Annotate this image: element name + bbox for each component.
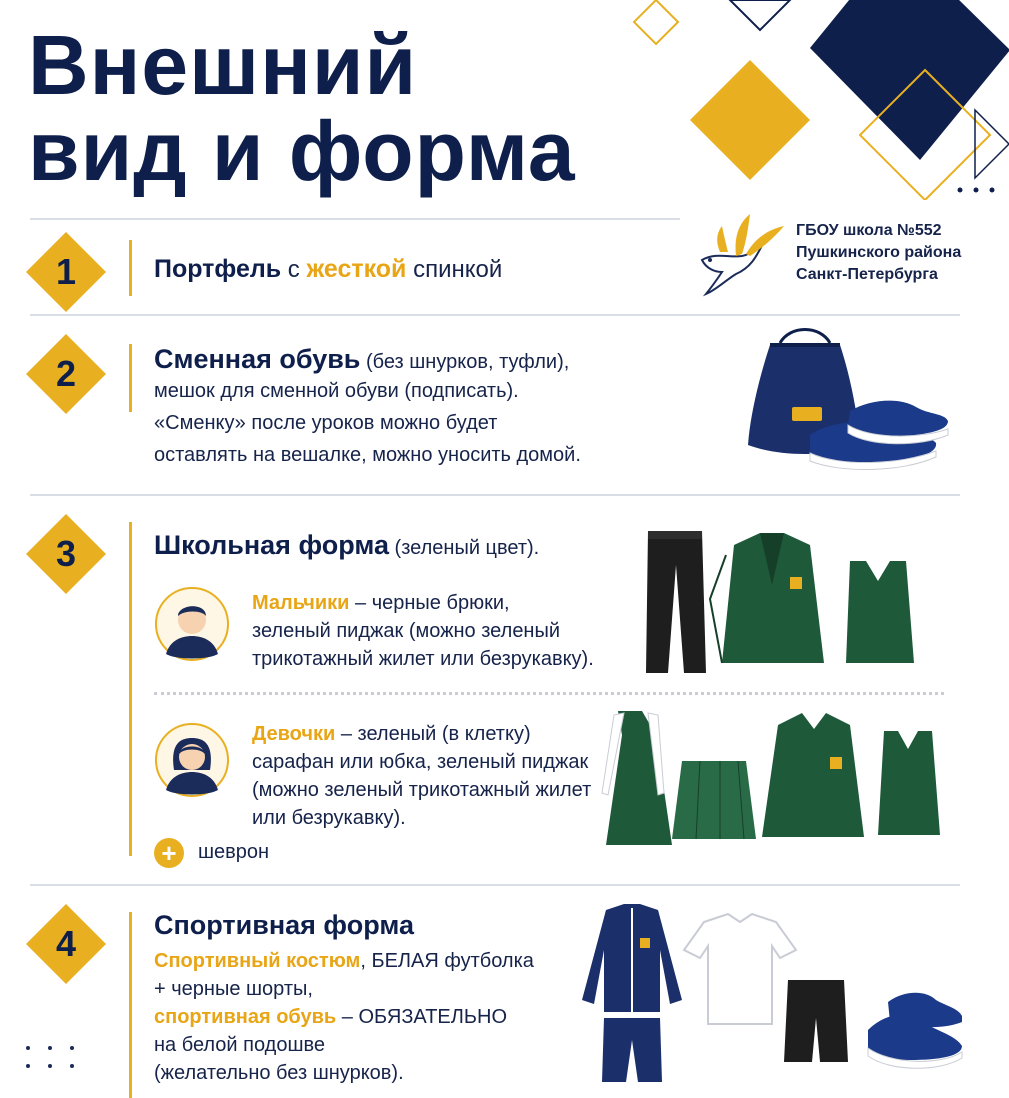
item-4-line-3-gold: спортивная обувь <box>154 1006 337 1028</box>
item-2-line: «Сменку» после уроков можно будет <box>154 412 498 434</box>
dot <box>26 1064 30 1068</box>
item-2-note: (без шнурков, туфли), <box>360 351 570 373</box>
shoe-bag-illustration <box>740 325 950 485</box>
title-line-1: Внешний <box>28 18 418 112</box>
chevron-label: шеврон <box>198 841 270 863</box>
school-name-line-3: Санкт-Петербурга <box>796 266 938 283</box>
item-3-note: (зеленый цвет). <box>388 537 540 559</box>
girls-uniform-illustration <box>600 705 950 850</box>
divider <box>30 494 960 496</box>
item-1-highlight: жесткой <box>306 255 407 283</box>
item-1-text <box>154 255 502 284</box>
girls-label: Девочки <box>252 723 336 745</box>
divider <box>30 314 960 316</box>
number-4: 4 <box>55 923 77 964</box>
boys-line-1: – черные брюки, <box>349 592 510 614</box>
item-2-line: мешок для сменной обуви (подписать). <box>154 380 519 402</box>
boys-label: Мальчики <box>252 592 350 614</box>
girls-line-4: или безрукавку). <box>252 807 406 829</box>
item-2-line: оставлять на вешалке, можно уносить домой. <box>154 444 581 466</box>
girls-text <box>252 720 622 832</box>
boys-text <box>252 589 622 673</box>
dove-logo-icon <box>696 208 792 298</box>
decorative-dots <box>26 1046 74 1068</box>
page-title <box>28 18 576 198</box>
dot <box>48 1046 52 1050</box>
number-3: 3 <box>55 533 77 574</box>
accent-line <box>129 344 132 412</box>
item-2-bold: Сменная обувь <box>154 344 361 374</box>
item-2-text <box>154 344 714 471</box>
item-4-text <box>154 910 574 1087</box>
girls-line-3: (можно зеленый трикотажный жилет <box>252 779 592 801</box>
dot <box>70 1046 74 1050</box>
number-badge-3 <box>26 514 106 594</box>
item-1-bold: Портфель <box>154 255 282 283</box>
dot <box>48 1064 52 1068</box>
item-4-line-1-gold: Спортивный костюм <box>154 950 361 972</box>
item-3-heading <box>154 530 539 561</box>
item-3-bold: Школьная форма <box>154 530 389 560</box>
plus-icon: + <box>154 838 184 868</box>
divider <box>30 884 960 886</box>
number-1: 1 <box>55 251 77 292</box>
school-name-line-2: Пушкинского района <box>796 244 962 261</box>
item-4-line-1-rest: , БЕЛАЯ футболка <box>360 950 534 972</box>
divider <box>30 218 680 220</box>
item-1-tail: спинкой <box>406 256 503 283</box>
dot <box>26 1046 30 1050</box>
item-4-bold: Спортивная форма <box>154 910 414 940</box>
boys-line-2: зеленый пиджак (можно зеленый <box>252 620 561 642</box>
title-line-2: вид и форма <box>28 104 576 198</box>
accent-line <box>129 240 132 296</box>
item-4-line-2: + черные шорты, <box>154 978 313 1000</box>
boy-avatar-icon <box>154 586 230 662</box>
section-divider <box>154 692 944 695</box>
school-name-line-1: ГБОУ школа №552 <box>796 222 942 239</box>
item-4-line-4: на белой подошве <box>154 1034 326 1056</box>
girls-line-2: сарафан или юбка, зеленый пиджак <box>252 751 589 773</box>
sports-uniform-illustration <box>570 900 970 1085</box>
accent-line <box>129 522 132 856</box>
decorative-diamonds <box>620 0 1009 200</box>
school-logo-block <box>696 208 996 298</box>
item-4-line-3-rest: – ОБЯЗАТЕЛЬНО <box>336 1006 508 1028</box>
girls-line-1: – зеленый (в клетку) <box>335 723 531 745</box>
item-4-line-5: (желательно без шнурков). <box>154 1062 404 1084</box>
item-1-middle: с <box>281 256 307 283</box>
accent-line <box>129 912 132 1098</box>
dot <box>70 1064 74 1068</box>
boys-uniform-illustration <box>640 525 930 675</box>
girl-avatar-icon <box>154 722 230 798</box>
number-badge-4 <box>26 904 106 984</box>
number-badge-2 <box>26 334 106 414</box>
number-2: 2 <box>55 353 77 394</box>
number-badge-1 <box>26 232 106 312</box>
boys-line-3: трикотажный жилет или безрукавку). <box>252 648 594 670</box>
